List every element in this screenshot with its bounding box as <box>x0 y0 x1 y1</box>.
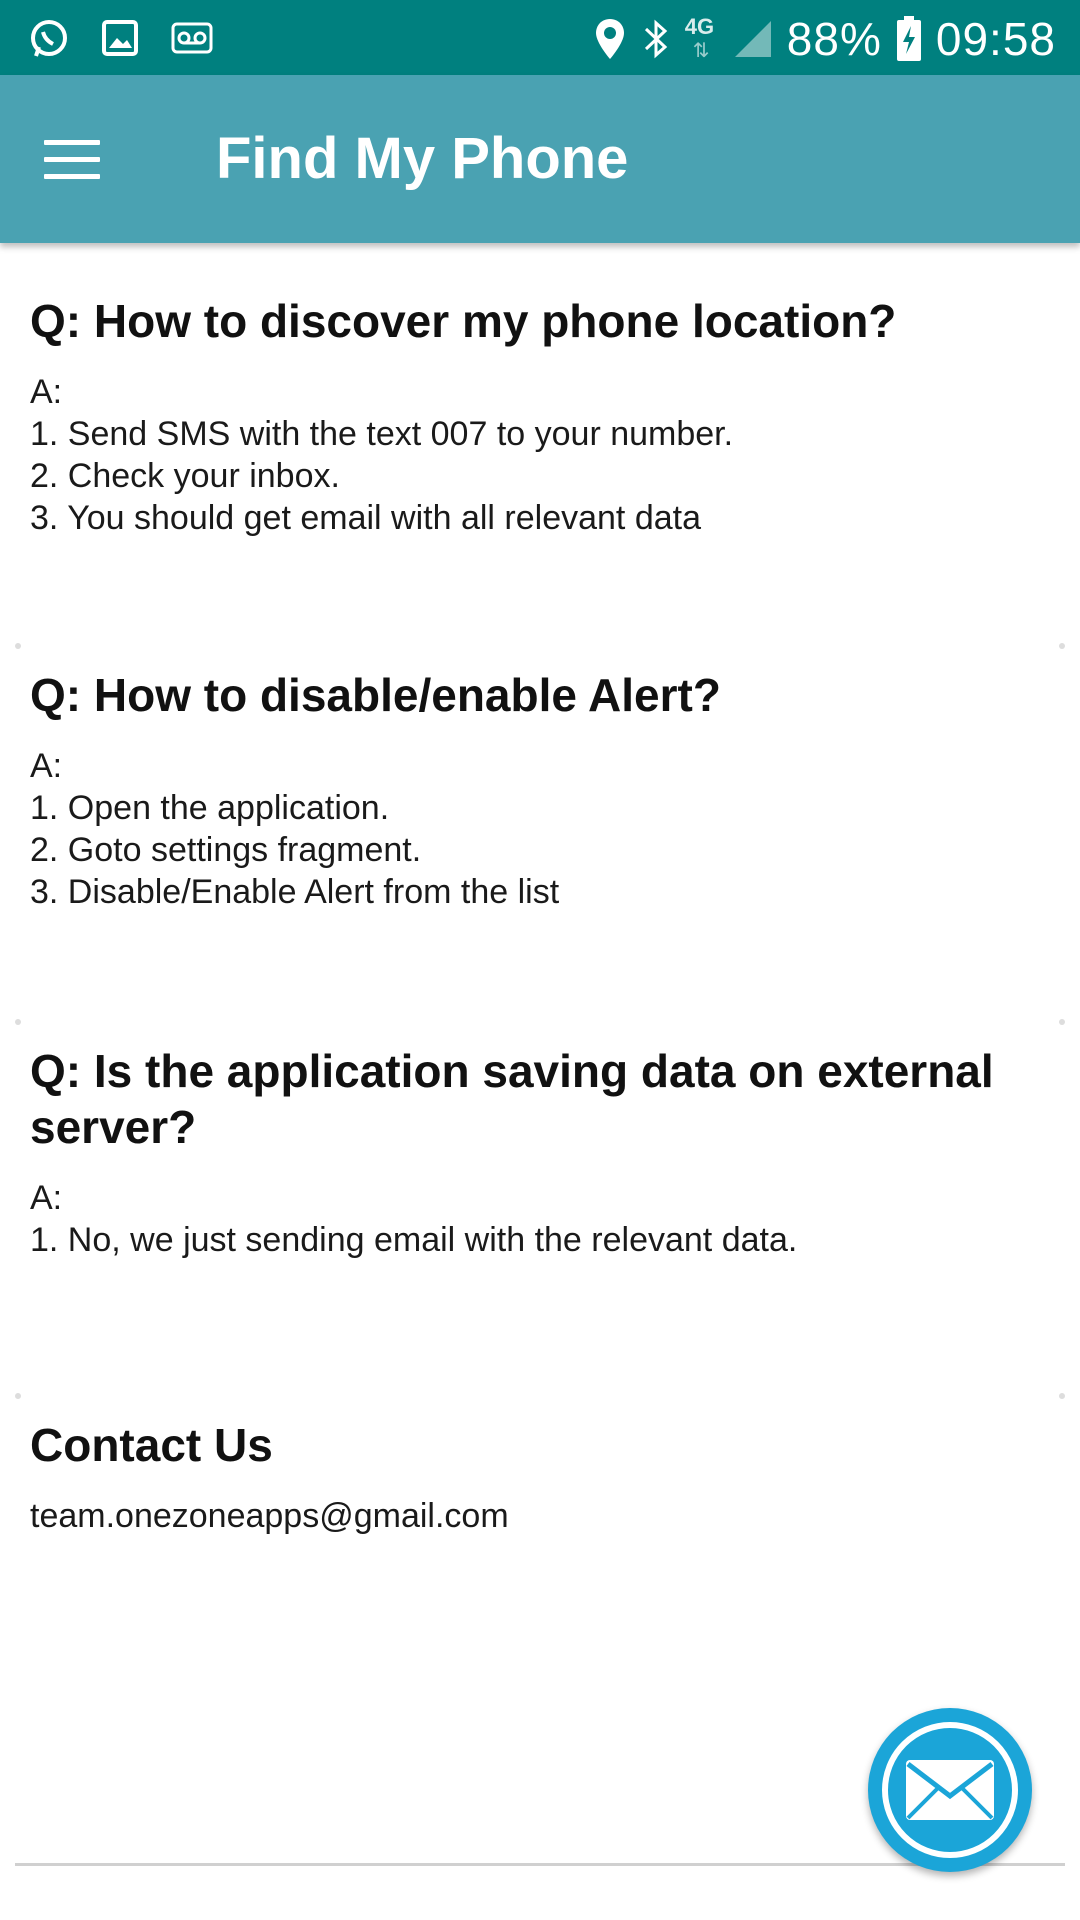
status-bar <box>0 0 1080 75</box>
contact-section <box>30 1417 1050 1537</box>
email-fab-button[interactable] <box>868 1708 1032 1872</box>
answer-line: 3. Disable/Enable Alert from the list <box>30 873 560 911</box>
faq-answer <box>30 1177 1050 1261</box>
battery-charging-icon <box>896 16 922 62</box>
network-4g-icon <box>685 14 719 64</box>
status-time: 09:58 <box>935 13 1056 65</box>
answer-line: A: <box>30 747 63 785</box>
answer-line: A: <box>30 373 63 411</box>
battery-percent: 88% <box>786 13 882 65</box>
answer-line: 1. Open the application. <box>30 789 390 827</box>
voicemail-icon <box>170 18 214 58</box>
data-arrows-icon: ⇅ <box>692 40 710 62</box>
location-icon <box>593 17 627 61</box>
gallery-icon <box>100 18 140 58</box>
hamburger-menu-icon[interactable] <box>28 121 114 197</box>
card-divider <box>15 1019 21 1025</box>
answer-line: 2. Check your inbox. <box>30 457 340 495</box>
faq-content[interactable] <box>15 243 1065 1866</box>
faq-item <box>30 293 1050 539</box>
faq-question: Q: Is the application saving data on external server? <box>30 1045 994 1153</box>
contact-title: Contact Us <box>30 1419 273 1471</box>
answer-line: A: <box>30 1179 63 1217</box>
answer-line: 1. No, we just sending email with the relevant data. <box>30 1221 798 1259</box>
card-divider <box>1059 643 1065 649</box>
whatsapp-icon <box>28 18 70 60</box>
app-title: Find My Phone <box>216 126 629 191</box>
contact-email[interactable]: team.onezoneapps@gmail.com <box>30 1497 509 1535</box>
app-bar <box>0 75 1080 243</box>
card-divider <box>15 643 21 649</box>
status-left-icons <box>28 18 214 60</box>
network-label: 4G <box>684 14 715 39</box>
status-right-icons <box>593 10 1056 68</box>
answer-line: 3. You should get email with all relevant data <box>30 499 702 537</box>
faq-answer <box>30 745 1050 913</box>
card-divider <box>1059 1019 1065 1025</box>
signal-icon <box>733 19 773 59</box>
faq-question: Q: How to disable/enable Alert? <box>30 669 721 721</box>
bluetooth-icon <box>641 17 671 61</box>
answer-line: 1. Send SMS with the text 007 to your number. <box>30 415 734 453</box>
card-divider <box>15 1393 21 1399</box>
faq-item <box>30 667 1050 913</box>
faq-answer <box>30 371 1050 539</box>
answer-line: 2. Goto settings fragment. <box>30 831 422 869</box>
faq-question: Q: How to discover my phone location? <box>30 295 897 347</box>
envelope-icon <box>904 1758 996 1822</box>
faq-item <box>30 1043 1050 1261</box>
card-divider <box>1059 1393 1065 1399</box>
